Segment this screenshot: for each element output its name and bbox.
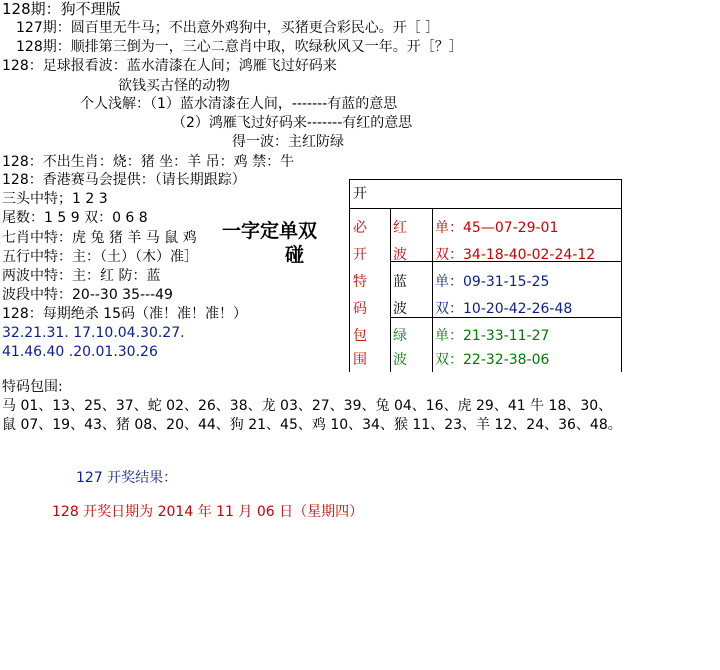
hk-nums-2: 41.46.40 .20.01.30.26 — [2, 344, 158, 360]
codes-line-1: 马 01、13、25、37、蛇 02、26、38、龙 03、27、39、兔 04、16、虎 29、41 牛 18、30、 — [2, 398, 613, 414]
big-text-2: 碰 — [285, 244, 305, 266]
riddle-result: 得一波：主红防绿 — [232, 134, 344, 150]
riddle-analysis-2: （2）鸿雁飞过好码来-------有红的意思 — [172, 115, 413, 131]
hk-nums-1: 32.21.31. 17.10.04.30.27. — [2, 325, 185, 341]
red-wave: 波 — [393, 247, 407, 263]
header-line-127: 127期：圆百里无牛马；不出意外鸡狗中，买猪更合彩民心。开［ ］ — [16, 20, 440, 36]
side-char-1: 必 — [353, 220, 367, 236]
codes-line-2: 鼠 07、19、43、猪 08、20、44、狗 21、45、鸡 10、34、猴 11、23、羊 12、24、36、48。 — [2, 417, 622, 433]
riddle-title: 128：足球报看波：蓝水清漆在人间；鸿雁飞过好码来 — [2, 58, 337, 74]
blue-label: 蓝 — [393, 274, 407, 290]
red-double: 双：34-18-40-02-24-12 — [435, 247, 596, 263]
header-line-128: 128期：顺排第三倒为一，三心二意肖中取，吹绿秋风又一年。开［？］ — [16, 39, 463, 55]
codes-title: 特码包围: — [2, 379, 63, 395]
blue-wave: 波 — [393, 301, 407, 317]
riddle-sub: 欲钱买古怪的动物 — [118, 78, 230, 94]
riddle-analysis: 个人浅解：（1）蓝水清漆在人间，-------有蓝的意思 — [80, 96, 398, 112]
hk-band: 波段中特：20--30 35---49 — [2, 287, 173, 303]
side-char-5: 包 — [353, 328, 367, 344]
big-text-1: 一字定单双 — [222, 220, 318, 242]
blue-single: 单：09-31-15-25 — [435, 274, 550, 290]
hk-five: 五行中特：主：（土）（木）准］ — [2, 249, 198, 265]
result-127: 127 开奖结果： — [76, 470, 178, 486]
hk-title: 128：香港赛马会提供：（请长期跟踪） — [2, 172, 246, 188]
hk-tail: 尾数：1 5 9 双：0 6 8 — [2, 210, 148, 226]
side-char-4: 码 — [353, 301, 367, 317]
wave-table — [349, 179, 622, 372]
side-char-3: 特 — [353, 274, 367, 290]
zodiac-exclude: 128：不出生肖：烧：猪 坐：羊 吊：鸡 禁：牛 — [2, 154, 295, 170]
green-wave: 波 — [393, 352, 407, 368]
header-title: 128期：狗不理版 — [2, 0, 121, 18]
green-double: 双：22-32-38-06 — [435, 352, 550, 368]
side-char-6: 围 — [353, 352, 367, 368]
table-head: 开 — [353, 186, 367, 202]
red-label: 红 — [393, 220, 407, 236]
red-single: 单：45—07-29-01 — [435, 220, 559, 236]
blue-double: 双：10-20-42-26-48 — [435, 301, 573, 317]
hk-kill: 128：每期绝杀 15码（准！准！准！） — [2, 306, 247, 322]
hk-head3: 三头中特；1 2 3 — [2, 191, 108, 207]
green-single: 单：21-33-11-27 — [435, 328, 550, 344]
side-char-2: 开 — [353, 247, 367, 263]
hk-seven: 七肖中特：虎 兔 猪 羊 马 鼠 鸡 — [2, 230, 197, 246]
green-label: 绿 — [393, 328, 407, 344]
hk-two-wave: 两波中特：主：红 防：蓝 — [2, 268, 161, 284]
draw-date: 128 开奖日期为 2014 年 11 月 06 日（星期四） — [52, 504, 364, 520]
